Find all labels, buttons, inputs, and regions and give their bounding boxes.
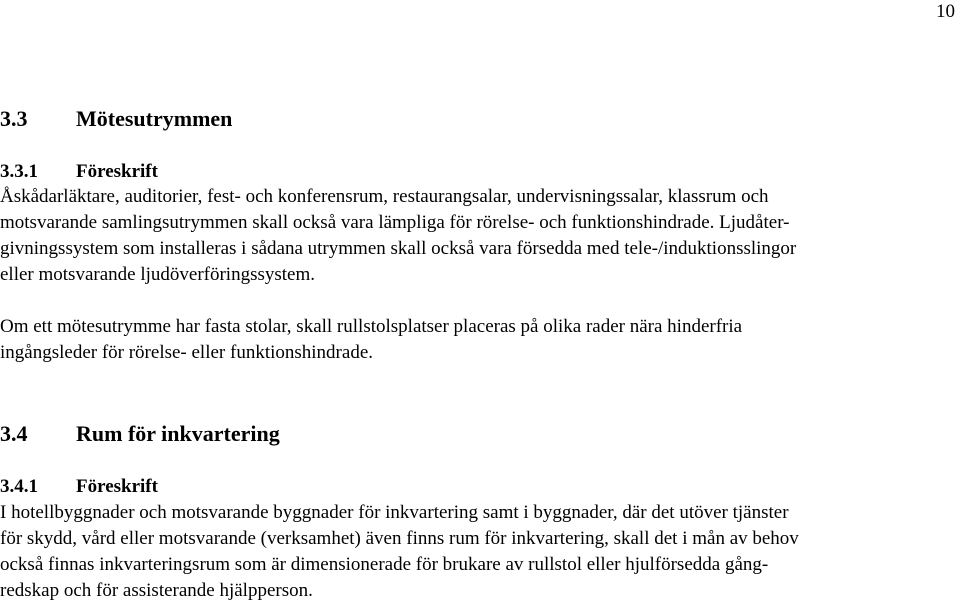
text-line: redskap och för assisterande hjälpperson.: [0, 580, 313, 601]
subsection-title: Föreskrift: [76, 476, 158, 497]
paragraph-3-4-1: [0, 500, 960, 604]
text-line: givningssystem som installeras i sådana utrymmen skall också vara försedda med tele-/induktionsslingor: [0, 238, 797, 259]
subsection-number: 3.3.1: [0, 161, 38, 182]
text-line: också finnas inkvarteringsrum som är dimensionerade för brukare av rullstol eller hjulförsedda gång-: [0, 554, 769, 575]
subsection-heading-3-4-1: [0, 475, 158, 499]
subsection-number: 3.4.1: [0, 476, 38, 497]
section-title: Mötesutrymmen: [76, 106, 233, 131]
text-line: I hotellbyggnader och motsvarande byggnader för inkvartering samt i byggnader, där det utöver tjänster: [0, 502, 789, 523]
text-line: motsvarande samlingsutrymmen skall också vara lämpliga för rörelse- och funktionshindrade. Ljudåter-: [0, 212, 790, 233]
paragraph-3-3-1-a: [0, 184, 960, 288]
subsection-heading-3-3-1: [0, 160, 158, 184]
section-number: 3.4: [0, 421, 28, 446]
subsection-title: Föreskrift: [76, 161, 158, 182]
text-line: Åskådarläktare, auditorier, fest- och konferensrum, restaurangsalar, undervisningssalar, klassrum och: [0, 186, 769, 207]
section-heading-3-4: [0, 421, 280, 447]
text-line: för skydd, vård eller motsvarande (verksamhet) även finns rum för inkvartering, skall det i mån av behov: [0, 528, 799, 549]
text-line: Om ett mötesutrymme har fasta stolar, skall rullstolsplatser placeras på olika rader nära hinderfria: [0, 316, 743, 337]
page-number: 10: [936, 1, 955, 22]
section-heading-3-3: [0, 106, 232, 132]
text-line: ingångsleder för rörelse- eller funktionshindrade.: [0, 342, 374, 363]
section-title: Rum för inkvartering: [76, 421, 280, 446]
section-number: 3.3: [0, 106, 28, 131]
paragraph-3-3-1-b: [0, 314, 960, 366]
text-line: eller motsvarande ljudöverföringssystem.: [0, 264, 316, 285]
